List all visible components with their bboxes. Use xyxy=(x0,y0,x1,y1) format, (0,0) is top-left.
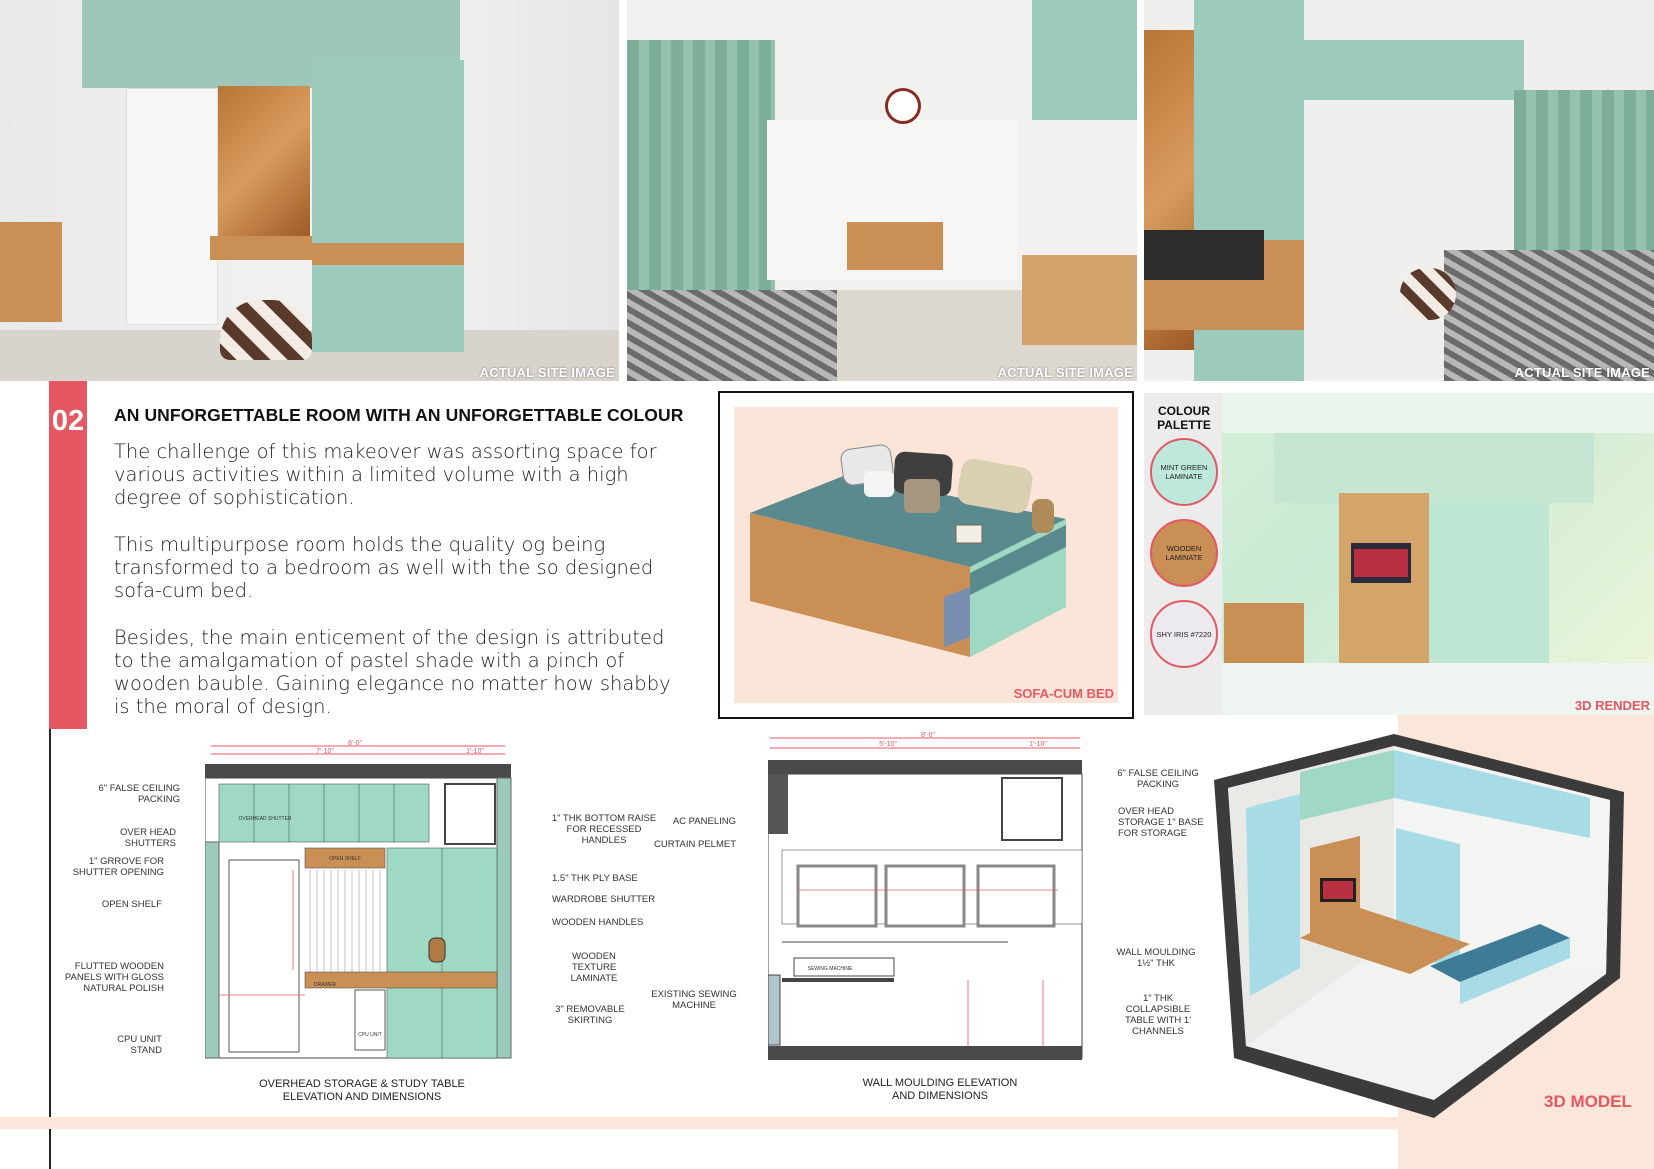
section-divider-line xyxy=(49,729,51,1169)
dim-label: 5'-10" xyxy=(879,741,897,748)
note-overhead-shutters: OVER HEAD SHUTTERS xyxy=(120,827,176,849)
model-illustration xyxy=(1210,728,1630,1118)
note-wooden-texture: WOODEN TEXTURE LAMINATE xyxy=(570,951,618,984)
note-ply-base: 1.5" THK PLY BASE xyxy=(552,873,638,884)
note-open-shelf: OPEN SHELF xyxy=(101,899,162,910)
note-fluted-panels: FLUTTED WOODEN PANELS WITH GLOSS NATURAL POLISH xyxy=(64,961,164,994)
sofa-illustration xyxy=(734,407,1118,703)
note-overhead-storage: OVER HEAD STORAGE 1" BASE FOR STORAGE xyxy=(1118,806,1204,839)
dim-label: 1'-10" xyxy=(466,748,484,755)
drawing-1-caption: OVERHEAD STORAGE & STUDY TABLE ELEVATION AND DIMENSIONS xyxy=(259,1078,465,1103)
dim-label: 7'-10" xyxy=(316,748,334,755)
render-caption: 3D RENDER xyxy=(1574,698,1650,713)
site-photo-caption: ACTUAL SITE IMAGE xyxy=(1514,365,1650,380)
note-wooden-handles: WOODEN HANDLES xyxy=(552,917,644,928)
note-skirting: 3" REMOVABLE SKIRTING xyxy=(555,1004,625,1026)
swatch-shy-iris xyxy=(1150,600,1218,668)
note-wall-moulding: WALL MOULDING 1½" THK xyxy=(1116,947,1196,969)
swatch-label: SHY IRIS #7220 xyxy=(1156,629,1212,639)
swatch-label: WOODEN LAMINATE xyxy=(1165,544,1203,562)
note-false-ceiling-2: 6" FALSE CEILING PACKING xyxy=(1117,768,1199,790)
note-ac-paneling: AC PANELING xyxy=(672,816,736,827)
section-title: AN UNFORGETTABLE ROOM WITH AN UNFORGETTABLE COLOUR xyxy=(114,405,684,425)
swatch-mint xyxy=(1150,438,1218,506)
site-photo-1 xyxy=(0,0,619,381)
dim-label: 1'-10" xyxy=(1029,741,1047,748)
site-photo-caption: ACTUAL SITE IMAGE xyxy=(479,365,615,380)
elevation-drawing-1 xyxy=(205,740,515,1070)
note-cpu-stand: CPU UNIT STAND xyxy=(117,1034,162,1056)
note-wardrobe-shutter: WARDROBE SHUTTER xyxy=(552,894,656,905)
swatch-label: MINT GREEN LAMINATE xyxy=(1160,463,1208,481)
sofa-panel xyxy=(718,391,1134,719)
inner-label: CPU UNIT xyxy=(358,1032,382,1038)
sofa-caption: SOFA-CUM BED xyxy=(1013,686,1114,701)
bottom-band xyxy=(0,1117,1398,1129)
note-false-ceiling: 6" FALSE CEILING PACKING xyxy=(98,783,180,805)
swatch-wood xyxy=(1150,519,1218,587)
model-caption: 3D MODEL xyxy=(1544,1092,1632,1111)
drawing-2-caption: WALL MOULDING ELEVATION AND DIMENSIONS xyxy=(862,1077,1018,1102)
note-grove: 1" GRROVE FOR SHUTTER OPENING xyxy=(72,856,164,878)
inner-label: OPEN SHELF xyxy=(329,856,361,862)
section-number: 02 xyxy=(51,405,85,437)
note-curtain-pelmet: CURTAIN PELMET xyxy=(654,839,736,850)
note-bottom-raise: 1" THK BOTTOM RAISE FOR RECESSED HANDLES xyxy=(551,813,657,846)
inner-label: DRAWER xyxy=(313,982,337,988)
inner-label: SEWING MACHINE xyxy=(807,966,853,972)
inner-label: OVERHEAD SHUTTER xyxy=(238,816,292,822)
site-photo-3 xyxy=(1144,0,1654,381)
note-collapsible-table: 1" THK COLLAPSIBLE TABLE WITH 1' CHANNELS xyxy=(1124,993,1192,1037)
note-sewing-machine: EXISTING SEWING MACHINE xyxy=(651,989,737,1011)
paragraph-3: Besides, the main enticement of the design is attributed to the amalgamation of pastel shade with a pinch of wooden bauble. Gaining elegance no matter how shabby is the moral of design. xyxy=(114,626,671,718)
palette-title: COLOUR PALETTE xyxy=(1157,404,1211,432)
site-photo-caption: ACTUAL SITE IMAGE xyxy=(997,365,1133,380)
paragraph-2: This multipurpose room holds the quality og being transformed to a bedroom as well with the so designed sofa-cum bed. xyxy=(114,533,654,602)
dim-label: 8'-0" xyxy=(921,732,935,739)
dim-label: 8'-0" xyxy=(348,740,362,747)
paragraph-1: The challenge of this makeover was assorting space for various activities within a limited volume with a high degree of sophistication. xyxy=(114,440,657,509)
elevation-drawing-2 xyxy=(768,730,1084,1070)
site-photo-2 xyxy=(627,0,1137,381)
